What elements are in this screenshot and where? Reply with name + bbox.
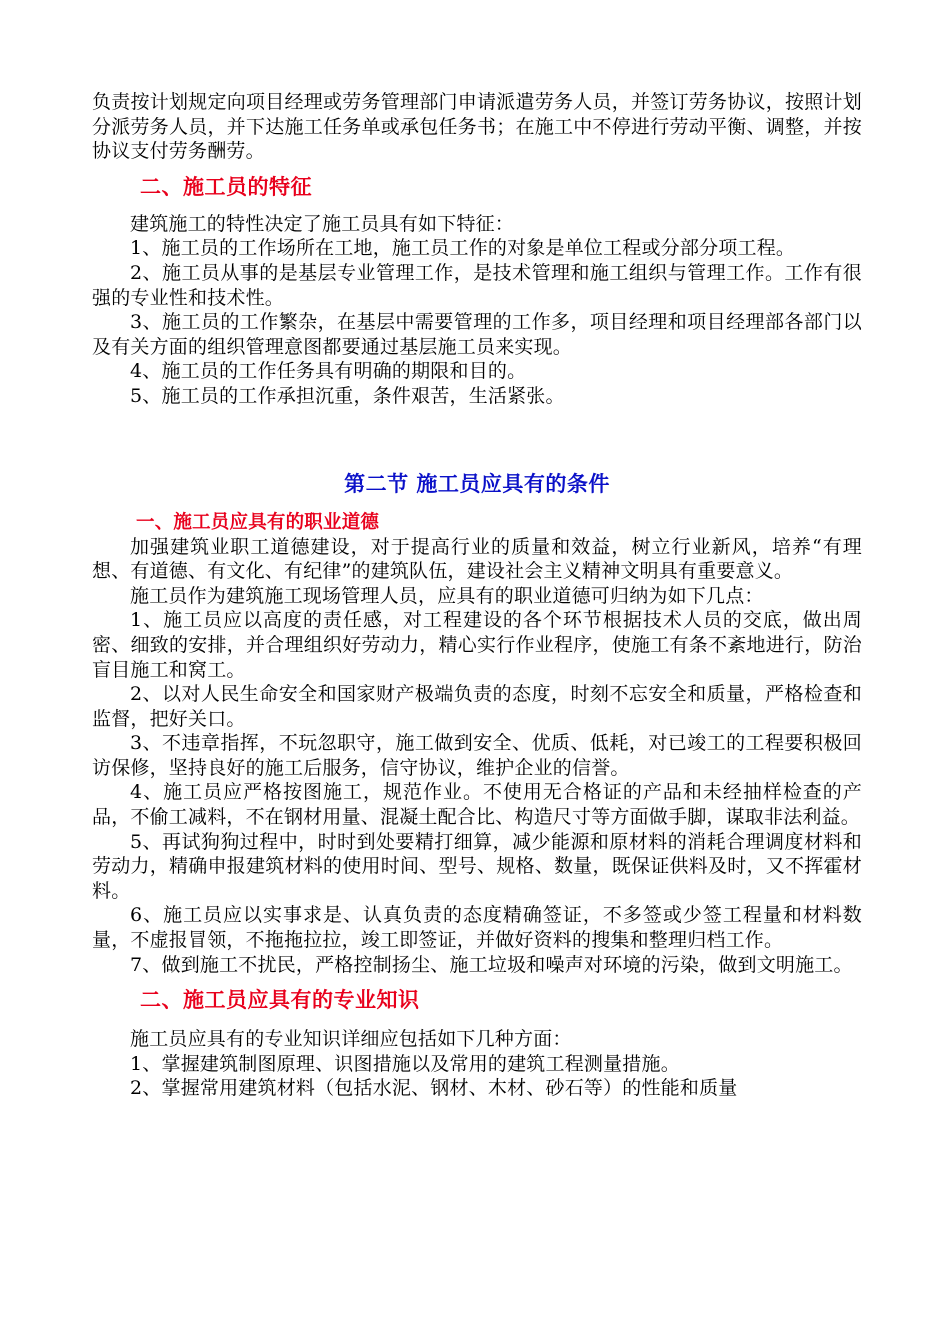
ethics-item-6: 6、施工员应以实事求是、认真负责的态度精确签证，不多签或少签工程量和材料数量，不虚报冒领，不拖拖拉拉，竣工即签证，并做好资料的搜集和整理归档工作。: [92, 904, 862, 952]
features-item-1: 1、施工员的工作场所在工地，施工员工作的对象是单位工程或分部分项工程。: [130, 237, 796, 260]
ethics-paragraph: 施工员作为建筑施工现场管理人员，应具有的职业道德可归纳为如下几点：: [130, 584, 764, 607]
section-heading-ethics: 一、施工员应具有的职业道德: [136, 511, 380, 533]
knowledge-item-1: 1、掌握建筑制图原理、识图措施以及常用的建筑工程测量措施。: [130, 1052, 680, 1075]
chapter-title: 第二节 施工员应具有的条件: [344, 471, 610, 496]
knowledge-lead: 施工员应具有的专业知识详细应包括如下几种方面：: [130, 1028, 572, 1051]
features-item-3: 3、施工员的工作繁杂，在基层中需要管理的工作多，项目经理和项目经理部各部门以及有关方面的组织管理意图都要通过基层施工员来实现。: [92, 311, 862, 358]
ethics-paragraph: 加强建筑业职工道德建设，对于提高行业的质量和效益，树立行业新风，培养“有理想、有道德、有文化、有纪律”的建筑队伍，建设社会主义精神文明具有重要意义。: [92, 535, 862, 583]
features-item-5: 5、施工员的工作承担沉重，条件艰苦，生活紧张。: [130, 384, 565, 407]
ethics-item-7: 7、做到施工不扰民，严格控制扬尘、施工垃圾和噪声对环境的污染，做到文明施工。: [130, 953, 853, 976]
section-heading-features: 二、施工员的特征: [140, 174, 312, 199]
ethics-item-1: 1、施工员应以高度的责任感，对工程建设的各个环节根据技术人员的交底，做出周密、细致的安排，并合理组织好劳动力，精心实行作业程序，使施工有条不紊地进行，防治盲目施工和窝工。: [92, 609, 862, 681]
ethics-item-2: 2、以对人民生命安全和国家财产极端负责的态度，时刻不忘安全和质量，严格检查和监督，把好关口。: [92, 683, 862, 730]
features-lead: 建筑施工的特性决定了施工员具有如下特征：: [130, 212, 515, 235]
ethics-item-4: 4、施工员应严格按图施工，规范作业。不使用无合格证的产品和未经抽样检查的产品，不偷工减料，不在钢材用量、混凝土配合比、构造尺寸等方面做手脚，谋取非法利益。: [92, 781, 862, 829]
document-body: [92, 90, 862, 1101]
ethics-item-5: 5、再试狗狗过程中，时时到处要精打细算，减少能源和原材料的消耗合理调度材料和劳动力，精确申报建筑材料的使用时间、型号、规格、数量，既保证供料及时，又不挥霍材料。: [92, 830, 862, 902]
section-heading-knowledge: 二、施工员应具有的专业知识: [140, 988, 420, 1013]
ethics-item-3: 3、不违章指挥，不玩忽职守，施工做到安全、优质、低耗，对已竣工的工程要积极回访保修，坚持良好的施工后服务，信守协议，维护企业的信誉。: [92, 732, 862, 779]
intro-paragraph: 负责按计划规定向项目经理或劳务管理部门申请派遣劳务人员，并签订劳务协议，按照计划分派劳务人员，并下达施工任务单或承包任务书；在施工中不停进行劳动平衡、调整，并按协议支付劳务酬劳。: [92, 91, 862, 163]
features-item-2: 2、施工员从事的是基层专业管理工作，是技术管理和施工组织与管理工作。工作有很强的专业性和技术性。: [92, 261, 862, 309]
features-item-4: 4、施工员的工作任务具有明确的期限和目的。: [130, 360, 527, 383]
knowledge-item-2: 2、掌握常用建筑材料（包括水泥、钢材、木材、砂石等）的性能和质量: [130, 1077, 738, 1100]
